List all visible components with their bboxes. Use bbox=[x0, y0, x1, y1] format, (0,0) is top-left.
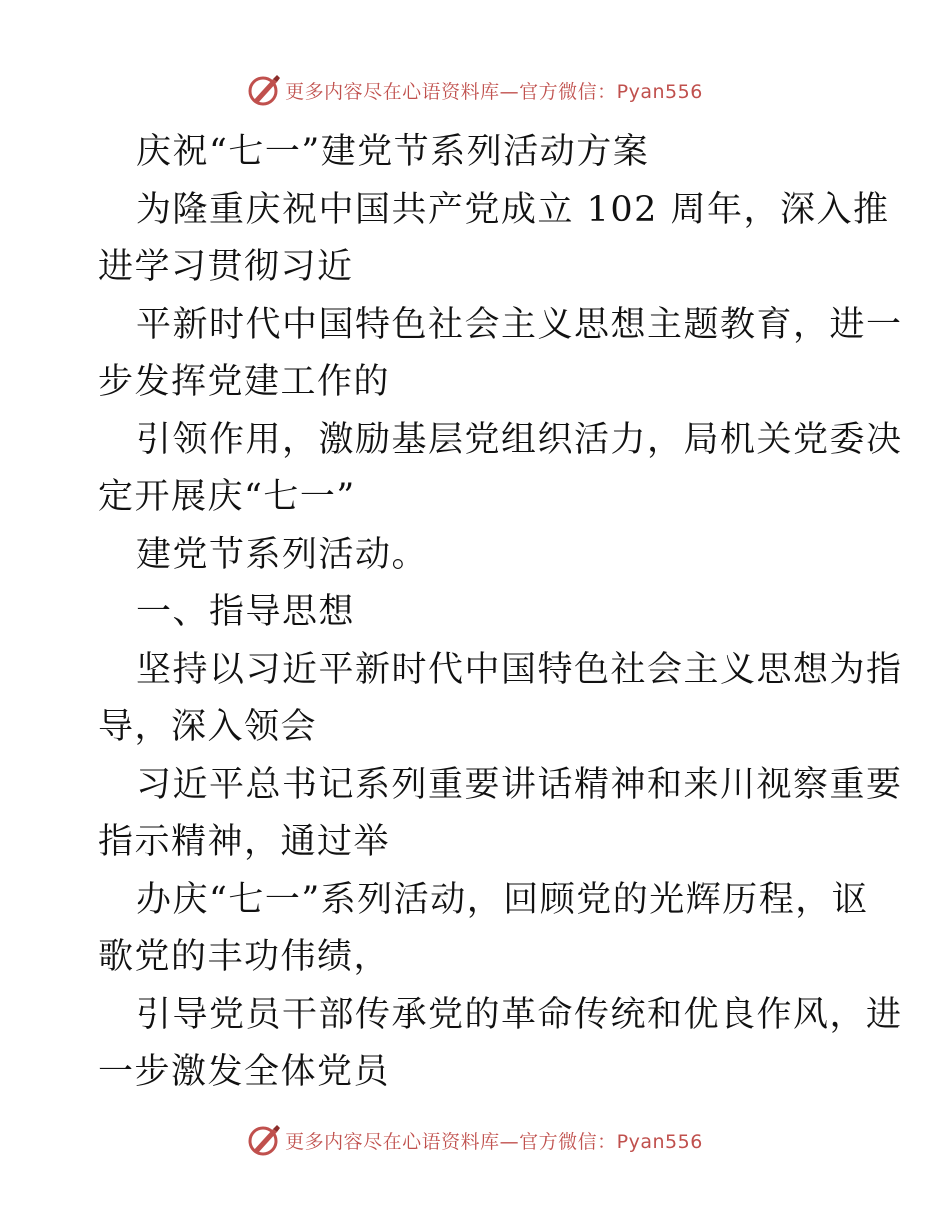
paragraph-line: 引导党员干部传承党的革命传统和优良作风，进 bbox=[136, 994, 903, 1035]
paragraph-line: 引领作用，激励基层党组织活力，局机关党委决 bbox=[136, 419, 903, 460]
pen-logo-icon bbox=[247, 73, 281, 107]
document-body bbox=[98, 124, 903, 1102]
watermark-text: 更多内容尽在心语资料库—官方微信：Pyan556 bbox=[285, 1130, 703, 1153]
paragraph-line: 定开展庆“七一” bbox=[98, 477, 356, 517]
paragraph-line: 建党节系列活动。 bbox=[136, 534, 429, 575]
paragraph-line: 坚持以习近平新时代中国特色社会主义思想为指 bbox=[136, 649, 903, 690]
doc-title: 庆祝“七一”建党节系列活动方案 bbox=[136, 132, 650, 172]
paragraph-line: 导，深入领会 bbox=[98, 707, 318, 747]
paragraph-line: 习近平总书记系列重要讲话精神和来川视察重要 bbox=[136, 764, 903, 805]
footer-watermark bbox=[0, 1120, 950, 1160]
paragraph-line: 进学习贯彻习近 bbox=[98, 247, 354, 287]
pen-logo-icon bbox=[247, 1123, 281, 1157]
paragraph-line: 为隆重庆祝中国共产党成立 102 周年，深入推 bbox=[136, 189, 890, 230]
paragraph-line: 办庆“七一”系列活动，回顾党的光辉历程，讴 bbox=[136, 879, 869, 920]
paragraph-line: 指示精神，通过举 bbox=[98, 822, 391, 862]
paragraph-line: 一步激发全体党员 bbox=[98, 1052, 391, 1092]
paragraph-line: 歌党的丰功伟绩， bbox=[98, 937, 391, 977]
header-watermark bbox=[0, 70, 950, 110]
watermark-text: 更多内容尽在心语资料库—官方微信：Pyan556 bbox=[285, 80, 703, 103]
paragraph-line: 平新时代中国特色社会主义思想主题教育，进一 bbox=[136, 304, 903, 345]
paragraph-line: 步发挥党建工作的 bbox=[98, 362, 391, 402]
section-heading: 一、指导思想 bbox=[136, 592, 356, 632]
